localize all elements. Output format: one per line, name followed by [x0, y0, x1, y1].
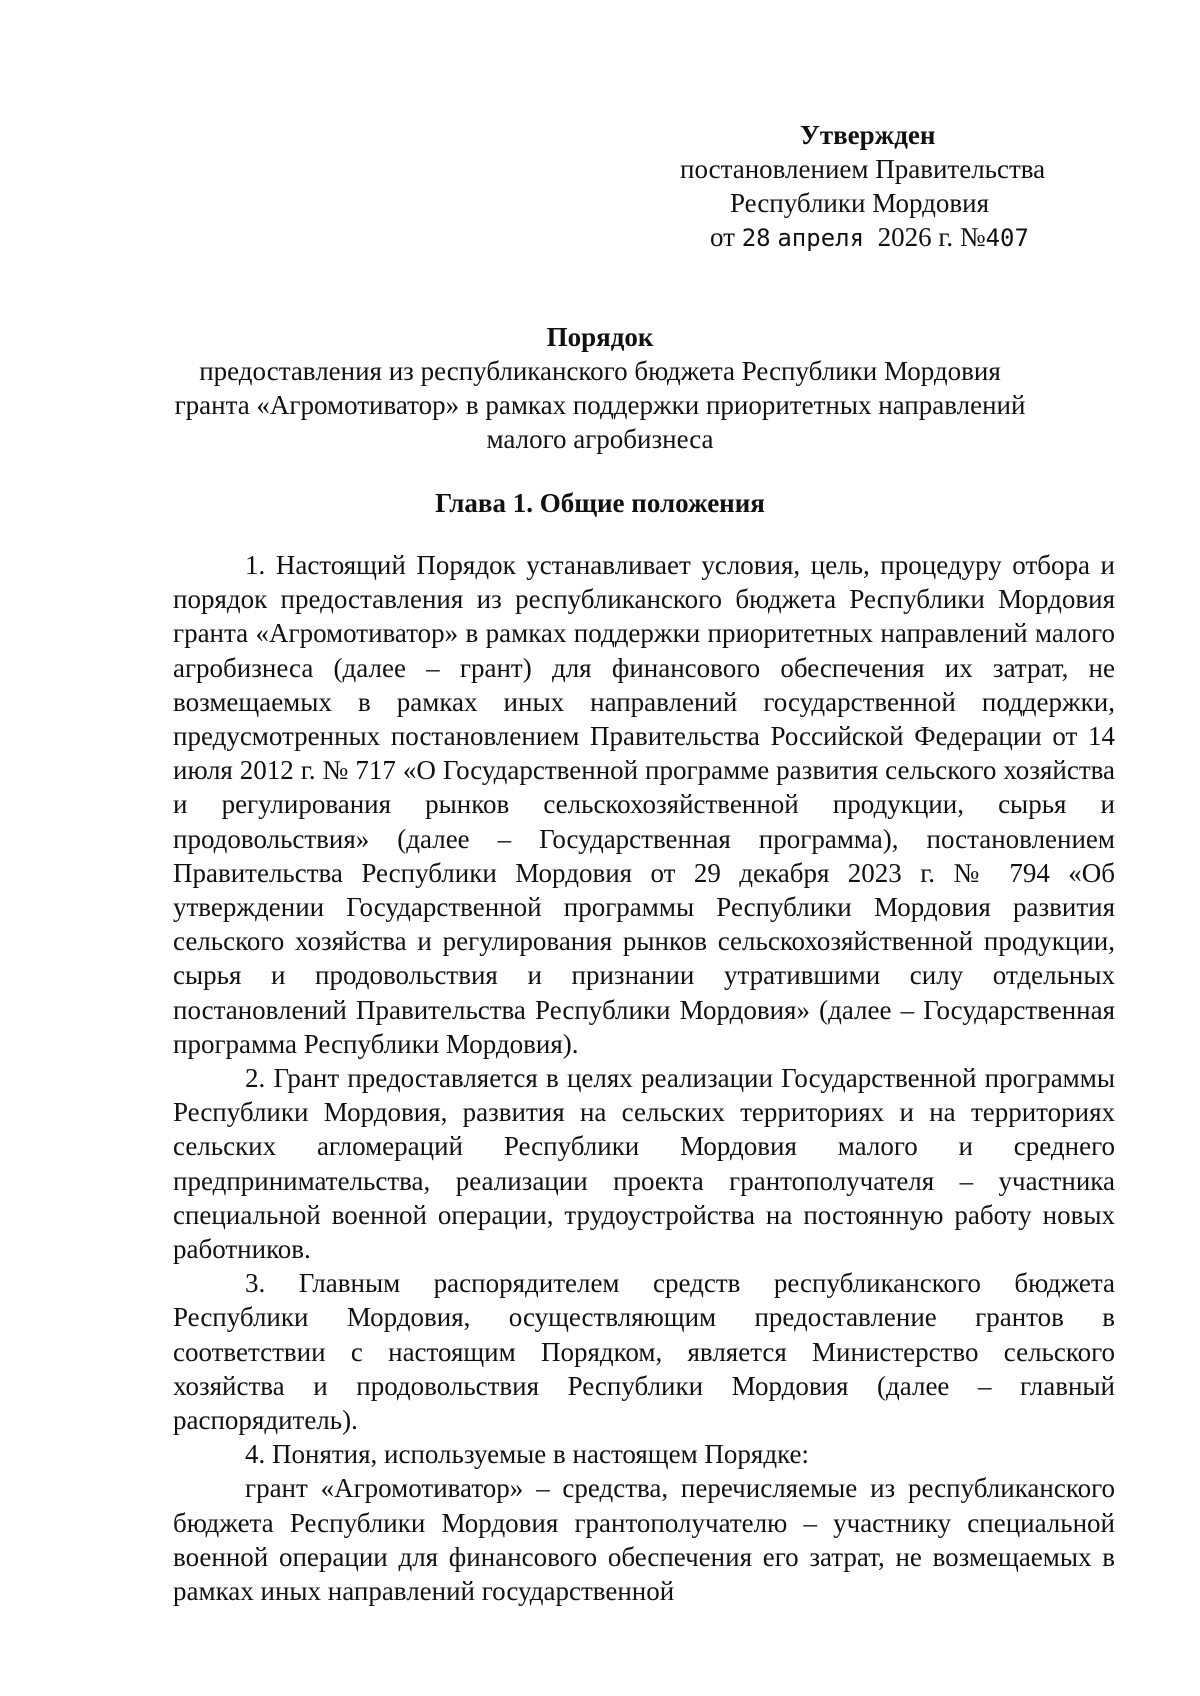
approval-line-1: постановлением Правительства [680, 154, 1046, 184]
paragraph: 2. Грант предоставляется в целях реализации Государственной программы Республики Мордовия, развития на сельских территориях и на территориях сельских агломераций Республики Мордовия малого и среднего предпринимательства, реализации проекта грантополучателя – участника специальной военной операции, трудоустройства на постоянную работу новых работников. [173, 1063, 1115, 1265]
approval-heading: Утвержден [800, 120, 936, 150]
paragraph: 3. Главным распорядителем средств республиканского бюджета Республики Мордовия, осуществляющим предоставление грантов в соответствии с настоящим Порядком, является Министерство сельского хозяйства и продовольствия Республики Мордовия (далее – главный распорядитель). [173, 1268, 1115, 1436]
approval-date-year: 2026 г. № [877, 222, 986, 252]
approval-date-line [680, 220, 1120, 255]
document-subtitle-line: гранта «Агромотиватор» в рамках поддержки приоритетных направлений [174, 390, 1026, 420]
document-title: Порядок [546, 322, 654, 352]
document-subtitle-line: малого агробизнеса [486, 424, 714, 454]
chapter-heading: Глава 1. Общие положения [435, 488, 765, 518]
approval-date-month: апреля [777, 224, 865, 252]
approval-date-prefix: от [710, 222, 735, 252]
approval-stamp [680, 118, 1120, 255]
paragraph: 1. Настоящий Порядок устанавливает условия, цель, процедуру отбора и порядок предоставления из республиканского бюджета Республики Мордовия гранта «Агромотиватор» в рамках поддержки приоритетных направлений малого агробизнеса (далее – грант) для финансового обеспечения их затрат, не возмещаемых в рамках иных направлений государственной поддержки, предусмотренных постановлением Правительства Российской Федерации от 14 июля 2012 г. № 717 «О Государственной программе развития сельского хозяйства и регулирования рынков сельскохозяйственной продукции, сырья и продовольствия» (далее – Государственная программа), постановлением Правительства Республики Мордовия от 29 декабря 2023 г. № 794 «Об утверждении Государственной программы Республики Мордовия развития сельского хозяйства и регулирования рынков сельскохозяйственной продукции, сырья и продовольствия и признании утратившими силу отдельных постановлений Правительства Республики Мордовия» (далее – Государственная программа Республики Мордовия). [173, 550, 1115, 1059]
document-body [173, 548, 1115, 1608]
document-title-block [160, 320, 1040, 456]
paragraph: 4. Понятия, используемые в настоящем Порядке: [245, 1439, 809, 1470]
approval-date-day: 28 [741, 224, 771, 252]
document-subtitle-line: предоставления из республиканского бюджета Республики Мордовия [199, 356, 1001, 386]
paragraph: грант «Агромотиватор» – средства, перечисляемые из республиканского бюджета Республики Мордовия грантополучателю – участнику специальной военной операции для финансового обеспечения его затрат, не возмещаемых в рамках иных направлений государственной [173, 1473, 1115, 1607]
approval-line-2: Республики Мордовия [730, 188, 990, 218]
approval-number: 407 [985, 224, 1029, 252]
